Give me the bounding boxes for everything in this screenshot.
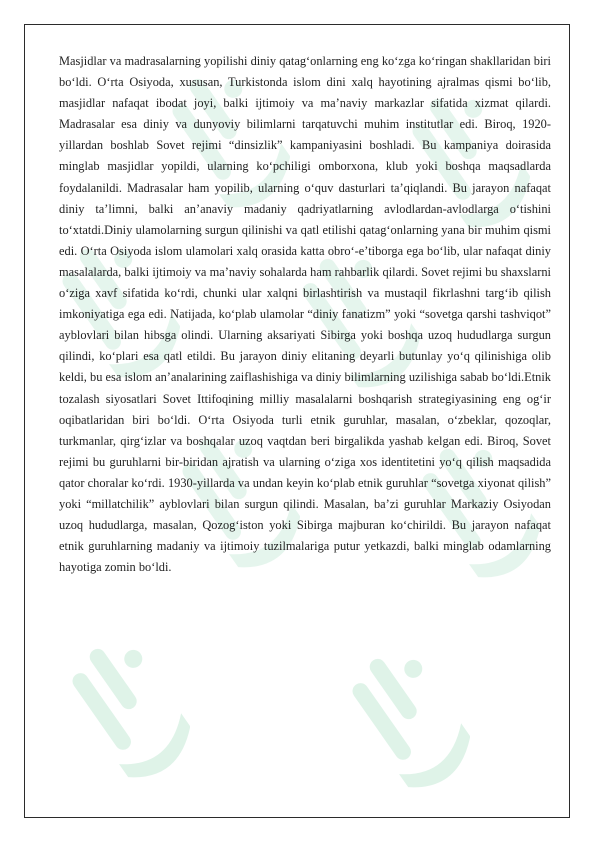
body-paragraph: Masjidlar va madrasalarning yopilishi diniy qatag‘onlarning eng ko‘zga ko‘ringan shakllaridan biri bo‘ldi. O‘rta Osiyoda, xususan, Turkistonda islom dini xalq hayotining ajralmas qismi bo‘lib, masjidlar nafaqat ibodat joyi, balki ijtimoiy va ma’naviy markazlar sifatida xizmat qilardi. Madrasalar esa diniy va dunyoviy bilimlarni tarqatuvchi muhim institutlar edi. Biroq, 1920-yillardan boshlab Sovet rejimi “dinsizlik” kampaniyasini boshladi. Bu kampaniya doirasida minglab masjidlar yopildi, ularning ko‘pchiligi omborxona, klub yoki boshqa maqsadlarda foydalanildi. Madrasalar ham yopilib, ularning o‘quv dasturlari ta’qiqlandi. Bu jarayon nafaqat diniy ta’limni, balki an’anaviy madaniy qadriyatlarning avlodlardan-avlodlarga o‘tishini to‘xtatdi.Diniy ulamolarning surgun qilinishi va qatl etilishi qatag‘onlarning yana bir muhim qismi edi. O‘rta Osiyoda islom ulamolari xalq orasida katta obro‘-e’tiborga ega bo‘lib, ular nafaqat diniy masalalarda, balki ijtimoiy va ma’naviy sohalarda ham rahbarlik qilardi. Sovet rejimi bu shaxslarni o‘ziga xavf sifatida ko‘rdi, chunki ular xalqni birlashtirish va mustaqil fikrlashni targ‘ib qilish imkoniyatiga ega edi. Natijada, ko‘plab ulamolar “diniy fanatizm” yoki “sovetga qarshi tashviqot” ayblovlari bilan hibsga olindi. Ularning aksariyati Sibirga yoki boshqa uzoq hududlarga surgun qilindi, ko‘plari esa qatl etildi. Bu jarayon diniy elitaning deyarli butunlay yo‘q qilinishiga olib keldi, bu esa islom an’analarining zaiflashishiga va diniy bilimlarning uzilishiga sabab bo‘ldi.Etnik tozalash siyosatlari Sovet Ittifoqining milliy masalalarni boshqarish strategiyasining eng og‘ir oqibatlaridan biri bo‘ldi. O‘rta Osiyoda turli etnik guruhlar, masalan, o‘zbeklar, qozoqlar, turkmanlar, qirg‘izlar va boshqalar uzoq vaqtdan beri birgalikda yashab kelgan edi. Biroq, Sovet rejimi bu guruhlarni bir-biridan ajratish va ularning o‘ziga xos identitetini yo‘q qilish maqsadida qator choralar ko‘rdi. 1930-yillarda va undan keyin ko‘plab etnik guruhlar “sovetga xiyonat qilish” yoki “millatchilik” ayblovlari bilan surgun qilindi. Masalan, ba’zi guruhlar Markaziy Osiyodan uzoq hududlarga, masalan, Qozog‘iston yoki Sibirga majburan ko‘chirildi. Bu jarayon nafaqat etnik guruhlarning madaniy va ijtimoiy tuzilmalariga putur yetkazdi, balki minglab odamlarning hayotiga zomin bo‘ldi. [59, 54, 551, 575]
